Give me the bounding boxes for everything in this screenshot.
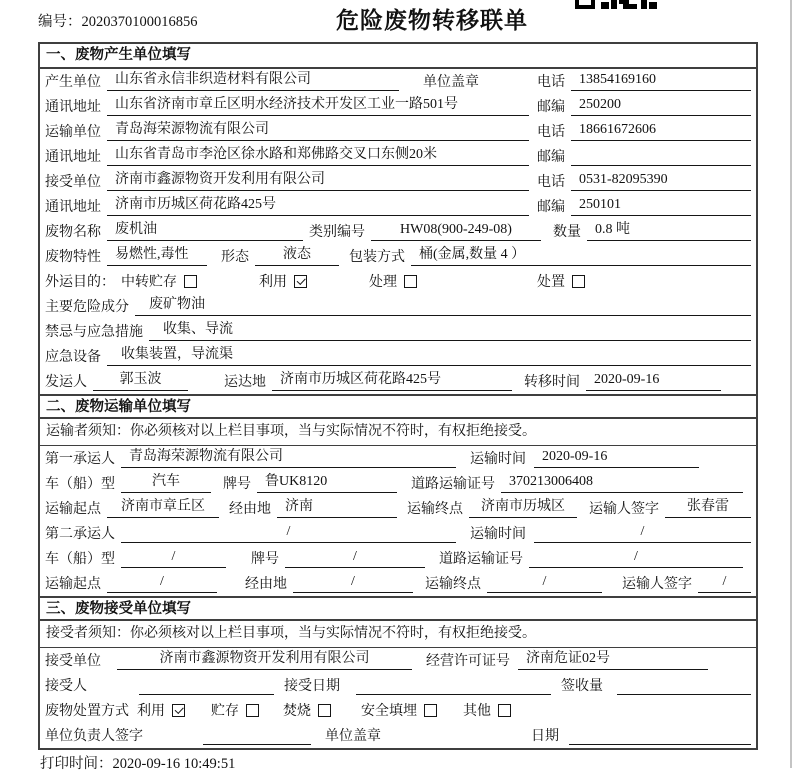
checkbox-icon (424, 704, 437, 717)
producer-unit-value: 山东省永信非织造材料有限公司 (107, 70, 399, 91)
producer-phone-label: 电话 (537, 75, 565, 90)
page-title: 危险废物转移联单 (336, 8, 528, 33)
checkbox-label: 处置 (537, 275, 565, 290)
quantity-label: 数量 (553, 225, 581, 240)
row-route1 (40, 496, 756, 521)
seal-date-value (569, 724, 751, 745)
unit-seal2-label: 单位盖章 (325, 729, 381, 744)
taboo-measures-value: 收集、导流 (149, 320, 751, 341)
receiver-unit-label: 接受单位 (45, 175, 101, 190)
row-transport-address (40, 144, 756, 169)
transport-time1-value: 2020-09-16 (534, 447, 699, 468)
row-waste-name (40, 219, 756, 244)
row-receiver-address (40, 194, 756, 219)
taboo-measures-label: 禁忌与应急措施 (45, 325, 143, 340)
receiver-address-label: 通讯地址 (45, 200, 101, 215)
destination-value: 济南市历城区荷花路425号 (272, 370, 512, 391)
via1-value: 济南 (277, 497, 397, 518)
row-shipper (40, 369, 756, 394)
received-quantity-value (617, 674, 751, 695)
origin1-value: 济南市章丘区 (107, 497, 219, 518)
checkbox-icon (498, 704, 511, 717)
carrier-sign2-label: 运输人签字 (622, 577, 692, 592)
main-hazard-label: 主要危险成分 (45, 300, 129, 315)
transfer-time-label: 转移时间 (524, 375, 580, 390)
row-acceptor (40, 673, 756, 698)
producer-zip-value: 250200 (571, 95, 751, 116)
business-permit-value: 济南危证02号 (518, 649, 708, 670)
second-carrier-label: 第二承运人 (45, 527, 115, 542)
disposal-option-utilize (137, 700, 185, 720)
waste-form-value: 液态 (255, 245, 339, 266)
producer-phone-value: 13854169160 (571, 70, 751, 91)
transport-phone-value: 18661672606 (571, 120, 751, 141)
row-receiver-unit (40, 169, 756, 194)
section2-notice: 运输者须知：你必须核对以上栏目事项，当与实际情况不符时，有权拒绝接受。 (40, 419, 756, 446)
checkbox-label: 利用 (137, 704, 165, 719)
responsible-signature-label: 单位负责人签字 (45, 729, 143, 744)
emergency-equipment-value: 收集装置，导流渠 (107, 345, 751, 366)
via2-label: 经由地 (245, 577, 287, 592)
shipper-label: 发运人 (45, 375, 87, 390)
destination-label: 运达地 (224, 375, 266, 390)
row-producer-unit (40, 69, 756, 94)
unit-seal-label: 单位盖章 (423, 75, 479, 90)
transport-phone-label: 电话 (537, 125, 565, 140)
accept-date-label: 接受日期 (284, 679, 340, 694)
row-emergency-equipment (40, 344, 756, 369)
vehicle-type1-value: 汽车 (121, 472, 211, 493)
checkbox-checked-icon (172, 704, 185, 717)
transport-zip-label: 邮编 (537, 150, 565, 165)
shipper-value: 郭玉波 (93, 370, 188, 391)
producer-address-value: 山东省济南市章丘区明水经济技术开发区工业一路501号 (107, 95, 529, 116)
section1-title: 一、废物产生单位填写 (40, 44, 756, 69)
origin1-label: 运输起点 (45, 502, 101, 517)
emergency-equipment-label: 应急设备 (45, 350, 101, 365)
row-first-carrier (40, 446, 756, 471)
receiver-address-value: 济南市历城区荷花路425号 (107, 195, 529, 216)
purpose-option-dispose (537, 271, 585, 291)
terminal1-value: 济南市历城区 (469, 497, 577, 518)
transport-time1-label: 运输时间 (470, 452, 526, 467)
transport-time2-label: 运输时间 (470, 527, 526, 542)
row-producer-address (40, 94, 756, 119)
receiver-zip-value: 250101 (571, 195, 751, 216)
transfer-time-value: 2020-09-16 (586, 370, 721, 391)
plate-number1-label: 牌号 (223, 477, 251, 492)
transport-zip-value (571, 145, 751, 166)
plate-number2-value: / (285, 547, 425, 568)
checkbox-icon (572, 275, 585, 288)
purpose-option-treat (369, 271, 417, 291)
print-time-value: 2020-09-16 10:49:51 (112, 756, 236, 772)
receiver-unit-value: 济南市鑫源物资开发利用有限公司 (107, 170, 529, 191)
acceptor-label: 接受人 (45, 679, 87, 694)
checkbox-label: 安全填埋 (361, 704, 417, 719)
category-code-label: 类别编号 (309, 225, 365, 240)
origin2-value: / (107, 572, 217, 593)
first-carrier-value: 青岛海荣源物流有限公司 (121, 447, 456, 468)
page-right-edge (790, 0, 792, 768)
row-second-carrier (40, 521, 756, 546)
carrier-sign1-label: 运输人签字 (589, 502, 659, 517)
transfer-purpose-label: 外运目的： (45, 275, 115, 290)
packaging-value: 桶(金属,数量 4 ） (411, 245, 751, 266)
row-disposal-method (40, 698, 756, 723)
via1-label: 经由地 (229, 502, 271, 517)
disposal-method-label: 废物处置方式 (45, 704, 129, 719)
waste-traits-value: 易燃性,毒性 (107, 245, 207, 266)
transport-unit-label: 运输单位 (45, 125, 101, 140)
row-transport-unit (40, 119, 756, 144)
main-hazard-value: 废矿物油 (135, 295, 751, 316)
receiver-phone-label: 电话 (537, 175, 565, 190)
road-permit1-value: 370213006408 (501, 472, 743, 493)
purpose-option-transit-storage (121, 271, 197, 291)
doc-number (38, 10, 198, 31)
disposal-option-incinerate (283, 700, 331, 720)
manifest-form (38, 42, 758, 750)
section3-title: 三、废物接受单位填写 (40, 596, 756, 621)
disposal-option-landfill (361, 700, 437, 720)
row-taboo-measures (40, 319, 756, 344)
row-main-hazard (40, 294, 756, 319)
checkbox-icon (184, 275, 197, 288)
transport-address-value: 山东省青岛市李沧区徐水路和郑佛路交叉口东侧20米 (107, 145, 529, 166)
business-permit-label: 经营许可证号 (426, 654, 510, 669)
seal-date-label: 日期 (531, 729, 559, 744)
row-waste-traits (40, 244, 756, 269)
received-quantity-label: 签收量 (561, 679, 603, 694)
checkbox-label: 利用 (259, 275, 287, 290)
row-route2 (40, 571, 756, 596)
category-code-value: HW08(900-249-08) (371, 220, 541, 241)
row-responsible-signature (40, 723, 756, 748)
disposal-option-storage (211, 700, 259, 720)
vehicle-type1-label: 车（船）型 (45, 477, 115, 492)
packaging-label: 包装方式 (349, 250, 405, 265)
producer-unit-label: 产生单位 (45, 75, 101, 90)
accepting-unit-value: 济南市鑫源物资开发利用有限公司 (117, 649, 412, 670)
disposal-option-other (463, 700, 511, 720)
checkbox-label: 焚烧 (283, 704, 311, 719)
qr-code-fragment-icon (575, 0, 657, 9)
waste-name-value: 废机油 (107, 220, 303, 241)
responsible-signature-value (203, 724, 311, 745)
carrier-sign1-value: 张春雷 (665, 497, 751, 518)
producer-zip-label: 邮编 (537, 100, 565, 115)
row-accepting-unit (40, 648, 756, 673)
row-vehicle2 (40, 546, 756, 571)
checkbox-label: 处理 (369, 275, 397, 290)
vehicle-type2-value: / (121, 547, 226, 568)
plate-number1-value: 鲁UK8120 (257, 472, 397, 493)
checkbox-label: 其他 (463, 704, 491, 719)
road-permit2-label: 道路运输证号 (439, 552, 523, 567)
waste-form-label: 形态 (221, 250, 249, 265)
first-carrier-label: 第一承运人 (45, 452, 115, 467)
transport-unit-value: 青岛海荣源物流有限公司 (107, 120, 529, 141)
via2-value: / (293, 572, 413, 593)
checkbox-icon (246, 704, 259, 717)
checkbox-label: 中转贮存 (121, 275, 177, 290)
receiver-zip-label: 邮编 (537, 200, 565, 215)
receiver-phone-value: 0531-82095390 (571, 170, 751, 191)
print-time-label: 打印时间： (40, 756, 113, 772)
carrier-sign2-value: / (698, 572, 751, 593)
section2-title: 二、废物运输单位填写 (40, 394, 756, 419)
quantity-value: 0.8 吨 (587, 220, 751, 241)
checkbox-checked-icon (294, 275, 307, 288)
waste-traits-label: 废物特性 (45, 250, 101, 265)
producer-address-label: 通讯地址 (45, 100, 101, 115)
checkbox-icon (318, 704, 331, 717)
print-time (40, 752, 235, 773)
waste-name-label: 废物名称 (45, 225, 101, 240)
checkbox-label: 贮存 (211, 704, 239, 719)
origin2-label: 运输起点 (45, 577, 101, 592)
road-permit2-value: / (529, 547, 743, 568)
road-permit1-label: 道路运输证号 (411, 477, 495, 492)
transport-address-label: 通讯地址 (45, 150, 101, 165)
acceptor-value (139, 674, 274, 695)
doc-number-label: 编号： (38, 14, 82, 30)
terminal2-value: / (487, 572, 602, 593)
terminal1-label: 运输终点 (407, 502, 463, 517)
terminal2-label: 运输终点 (425, 577, 481, 592)
accepting-unit-label: 接受单位 (45, 654, 101, 669)
checkbox-icon (404, 275, 417, 288)
purpose-option-utilize (259, 271, 307, 291)
row-transfer-purpose (40, 269, 756, 294)
accept-date-value (356, 674, 551, 695)
vehicle-type2-label: 车（船）型 (45, 552, 115, 567)
plate-number2-label: 牌号 (251, 552, 279, 567)
transport-time2-value: / (534, 522, 751, 543)
second-carrier-value: / (121, 522, 456, 543)
doc-number-value: 2020370100016856 (81, 14, 198, 30)
row-vehicle1 (40, 471, 756, 496)
section3-notice: 接受者须知：你必须核对以上栏目事项，当与实际情况不符时，有权拒绝接受。 (40, 621, 756, 648)
